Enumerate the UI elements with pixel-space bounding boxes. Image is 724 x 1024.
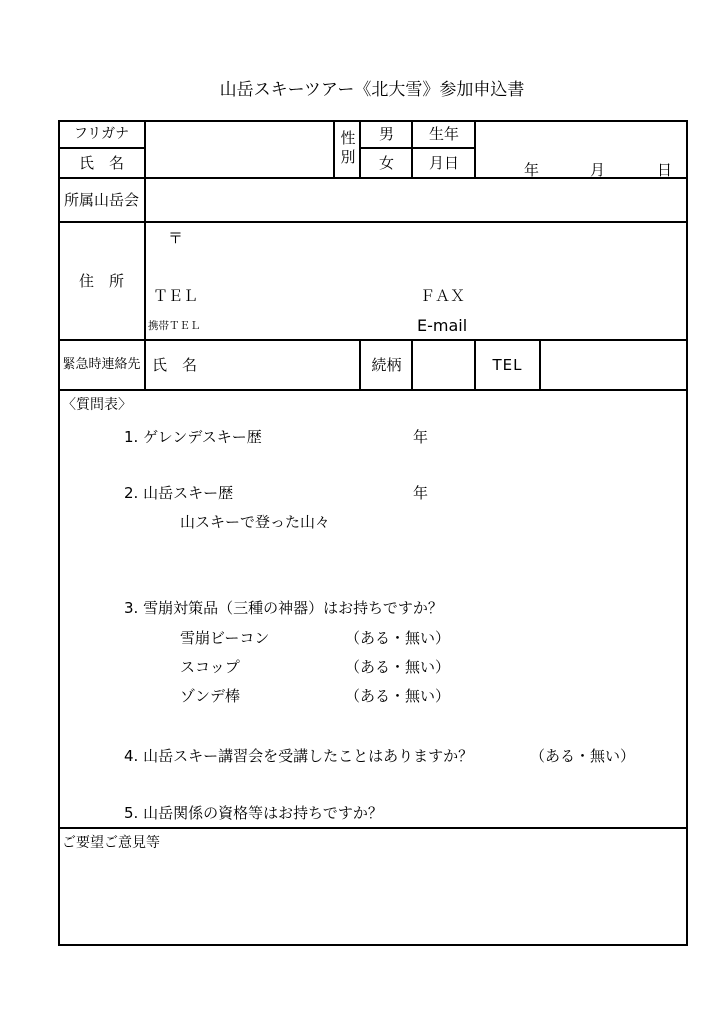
row-divider <box>58 221 688 223</box>
question-3-item: ゾンデ棒 <box>180 687 241 705</box>
birth-label-top: 生年 <box>428 125 459 143</box>
question-3-item: 雪崩ビーコン <box>180 629 270 647</box>
form-title: 山岳スキーツアー《北大雪》参加申込書 <box>219 80 525 100</box>
birth-month-unit: 月 <box>590 161 606 179</box>
question-3-item-choice: （ある・無い） <box>345 629 451 647</box>
question-3-item-choice: （ある・無い） <box>345 658 451 676</box>
name-field <box>146 122 333 177</box>
emergency-name-label: 氏 名 <box>152 356 198 374</box>
mobile-tel-label: 携帯ＴＥＬ <box>148 320 201 332</box>
question-3-item: スコップ <box>180 658 240 676</box>
emergency-tel-label: TEL <box>492 356 523 374</box>
club-field <box>146 179 685 221</box>
question-2-unit: 年 <box>413 484 429 502</box>
birth-year-unit: 年 <box>524 161 540 179</box>
male-option: 男 <box>378 125 394 143</box>
postal-mark: 〒 <box>168 229 184 247</box>
birth-label-bottom: 月日 <box>428 154 459 172</box>
emergency-tel-field <box>541 341 685 389</box>
comments-field <box>60 852 685 943</box>
birth-date-field <box>476 122 685 177</box>
form-table-frame <box>58 120 688 946</box>
relation-field <box>413 341 474 389</box>
question-2-sub: 山スキーで登った山々 <box>180 513 331 531</box>
birth-day-unit: 日 <box>657 161 673 179</box>
question-4: 4. 山岳スキー講習会を受講したことはありますか？ <box>124 747 474 765</box>
question-1: 1. ゲレンデスキー歴 <box>124 428 262 446</box>
row-divider <box>58 827 688 829</box>
relation-label: 続柄 <box>371 356 402 374</box>
questionnaire-heading: 〈質問表〉 <box>62 397 132 413</box>
sex-label <box>335 120 360 178</box>
club-label: 所属山岳会 <box>63 191 139 209</box>
fax-label: ＦＡＸ <box>420 287 466 305</box>
question-4-choice: （ある・無い） <box>530 747 636 765</box>
question-3: 3. 雪崩対策品（三種の神器）はお持ちですか？ <box>124 599 443 617</box>
email-label: E-mail <box>417 316 468 335</box>
emergency-contact-label: 緊急時連絡先 <box>62 357 141 372</box>
comments-label: ご要望ご意見等 <box>62 835 160 851</box>
female-option: 女 <box>378 154 394 172</box>
sex-label-text: 性別 <box>338 130 357 168</box>
question-3-item-choice: （ある・無い） <box>345 687 451 705</box>
question-2: 2. 山岳スキー歴 <box>124 484 234 502</box>
furigana-label: フリガナ <box>73 126 130 142</box>
question-1-unit: 年 <box>413 428 429 446</box>
name-label: 氏 名 <box>78 154 124 172</box>
address-label: 住 所 <box>78 272 124 290</box>
tel-label: ＴＥＬ <box>153 287 199 305</box>
question-5: 5. 山岳関係の資格等はお持ちですか？ <box>124 804 383 822</box>
